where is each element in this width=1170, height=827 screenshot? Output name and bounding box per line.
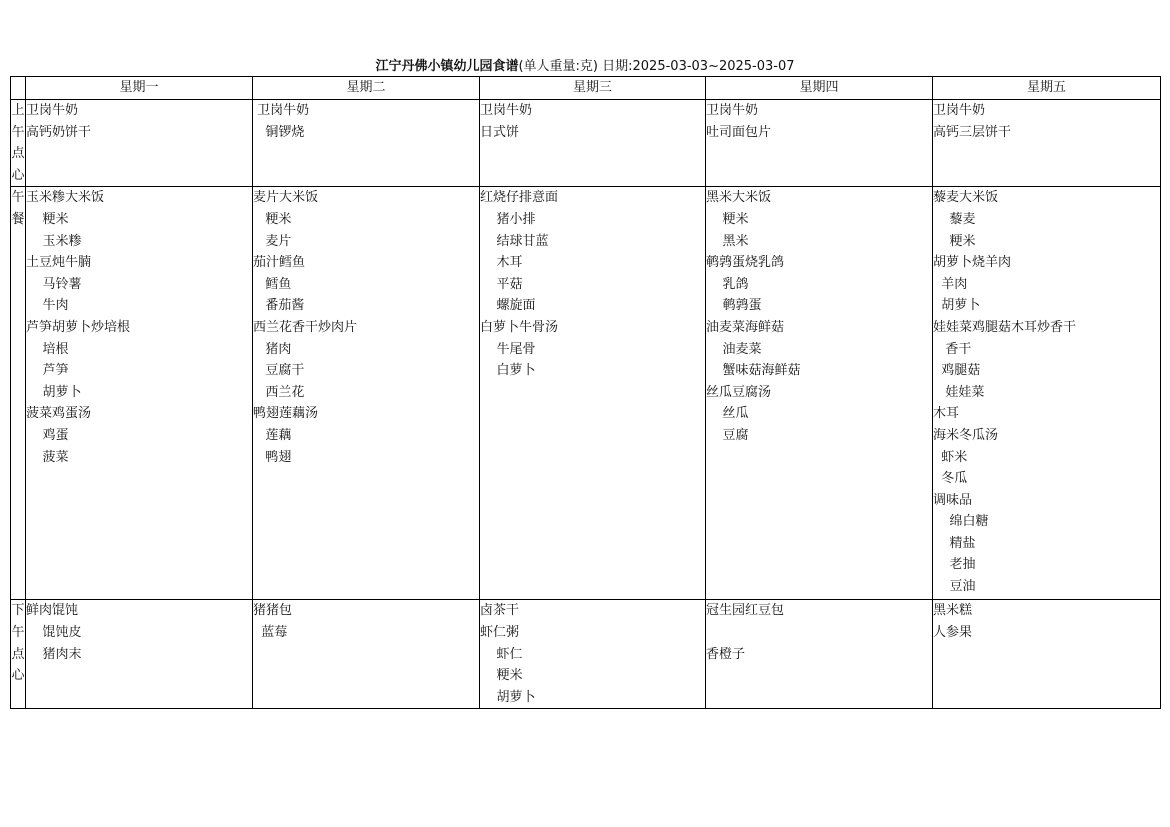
menu-item: 藜麦 bbox=[933, 211, 976, 227]
menu-item: 玉米糁 bbox=[26, 233, 82, 249]
menu-cell-thursday bbox=[706, 100, 933, 187]
menu-item: 胡萝卜 bbox=[480, 689, 536, 705]
menu-item: 卫岗牛奶 bbox=[706, 103, 759, 118]
menu-title-school: 江宁丹佛小镇幼儿园食谱 bbox=[375, 59, 519, 74]
menu-item: 鸭翅 bbox=[253, 449, 292, 465]
menu-item: 丝瓜 bbox=[706, 406, 749, 422]
menu-item: 猪肉末 bbox=[26, 646, 82, 662]
menu-item: 黑米大米饭 bbox=[706, 190, 772, 206]
weekly-menu-table bbox=[10, 76, 1161, 709]
menu-item: 娃娃菜 bbox=[933, 384, 985, 400]
menu-item: 茄汁鳕鱼 bbox=[253, 255, 306, 271]
menu-item: 牛肉 bbox=[26, 298, 69, 314]
menu-item: 红烧仔排意面 bbox=[480, 190, 559, 206]
menu-item: 豆油 bbox=[933, 579, 976, 595]
menu-cell-friday bbox=[933, 600, 1161, 709]
menu-item bbox=[706, 622, 932, 644]
menu-cell-thursday bbox=[706, 600, 933, 709]
menu-item: 卤茶干 bbox=[480, 603, 520, 619]
menu-item: 粳米 bbox=[933, 233, 976, 249]
menu-item: 黑米糕 bbox=[933, 603, 973, 619]
menu-item: 粳米 bbox=[480, 668, 523, 684]
menu-item: 豆腐 bbox=[706, 427, 749, 443]
meal-row-lunch bbox=[11, 187, 1161, 600]
day-header-thursday: 星期四 bbox=[706, 77, 933, 100]
menu-item: 培根 bbox=[26, 341, 69, 357]
menu-item: 粳米 bbox=[253, 211, 292, 227]
menu-item: 麦片大米饭 bbox=[253, 190, 319, 206]
menu-item: 虾仁 bbox=[480, 646, 523, 662]
menu-item: 马铃薯 bbox=[26, 276, 82, 292]
menu-item: 粳米 bbox=[26, 211, 69, 227]
menu-item: 藜麦大米饭 bbox=[933, 190, 999, 206]
menu-item: 卫岗牛奶 bbox=[253, 103, 310, 118]
meal-row-morning-snack bbox=[11, 100, 1161, 187]
menu-cell-monday bbox=[26, 187, 253, 600]
menu-item: 莲藕 bbox=[253, 427, 292, 443]
day-header-monday: 星期一 bbox=[26, 77, 253, 100]
menu-item: 猪小排 bbox=[480, 211, 536, 227]
menu-item: 鳕鱼 bbox=[253, 276, 292, 292]
menu-item: 玉米糁大米饭 bbox=[26, 190, 105, 206]
menu-title bbox=[0, 58, 1170, 76]
menu-item: 白萝卜牛骨汤 bbox=[480, 319, 559, 335]
menu-item: 番茄酱 bbox=[253, 298, 305, 314]
menu-item: 芦笋 bbox=[26, 363, 69, 379]
menu-item: 冬瓜 bbox=[933, 471, 968, 487]
meal-label-char: 下 bbox=[11, 603, 25, 619]
menu-item: 羊肉 bbox=[933, 276, 968, 292]
meal-label-afternoon-snack bbox=[11, 600, 26, 709]
menu-item: 卫岗牛奶 bbox=[933, 103, 986, 118]
menu-item: 香橙子 bbox=[706, 646, 746, 662]
menu-item: 白萝卜 bbox=[480, 363, 536, 379]
menu-cell-thursday bbox=[706, 187, 933, 600]
corner-cell bbox=[11, 77, 26, 100]
menu-item: 乳鸽 bbox=[706, 276, 749, 292]
menu-item: 绵白糖 bbox=[933, 514, 989, 530]
menu-cell-tuesday bbox=[253, 100, 480, 187]
menu-item: 牛尾骨 bbox=[480, 341, 536, 357]
meal-label-char: 点 bbox=[11, 646, 25, 662]
menu-item: 卫岗牛奶 bbox=[26, 103, 79, 118]
menu-item: 娃娃菜鸡腿菇木耳炒香干 bbox=[933, 319, 1077, 335]
menu-item: 结球甘蓝 bbox=[480, 233, 549, 249]
day-header-tuesday: 星期二 bbox=[253, 77, 480, 100]
menu-item: 黑米 bbox=[706, 233, 749, 249]
menu-item: 芦笋胡萝卜炒培根 bbox=[26, 319, 131, 335]
menu-cell-monday bbox=[26, 100, 253, 187]
menu-item: 麦片 bbox=[253, 233, 292, 249]
menu-item: 冠生园红豆包 bbox=[706, 603, 785, 619]
meal-label-morning-snack bbox=[11, 100, 26, 187]
menu-item: 海米冬瓜汤 bbox=[933, 427, 999, 443]
meal-row-afternoon-snack bbox=[11, 600, 1161, 709]
menu-item: 人参果 bbox=[933, 624, 973, 640]
menu-item: 土豆炖牛腩 bbox=[26, 255, 92, 271]
menu-item: 猪猪包 bbox=[253, 603, 293, 619]
meal-label-char: 心 bbox=[11, 668, 25, 684]
meal-label-char: 上 bbox=[11, 103, 25, 118]
menu-item: 吐司面包片 bbox=[706, 124, 772, 140]
meal-label-char: 午 bbox=[11, 124, 25, 140]
menu-item: 粳米 bbox=[706, 211, 749, 227]
menu-item: 菠菜 bbox=[26, 449, 69, 465]
menu-item: 蟹味菇海鲜菇 bbox=[706, 363, 801, 379]
menu-item: 猪肉 bbox=[253, 341, 292, 357]
menu-item: 平菇 bbox=[480, 276, 523, 292]
menu-item: 木耳 bbox=[480, 255, 523, 271]
menu-item: 木耳 bbox=[933, 406, 960, 422]
menu-cell-monday bbox=[26, 600, 253, 709]
menu-item: 菠菜鸡蛋汤 bbox=[26, 406, 92, 422]
menu-item: 高钙三层饼干 bbox=[933, 124, 1012, 140]
menu-cell-tuesday bbox=[253, 187, 480, 600]
menu-item: 虾米 bbox=[933, 449, 968, 465]
meal-label-lunch bbox=[11, 187, 26, 600]
menu-cell-friday bbox=[933, 187, 1161, 600]
day-header-wednesday: 星期三 bbox=[480, 77, 706, 100]
menu-item: 虾仁粥 bbox=[480, 624, 520, 640]
day-header-friday: 星期五 bbox=[933, 77, 1161, 100]
meal-label-char: 午 bbox=[11, 190, 25, 206]
meal-label-char: 午 bbox=[11, 624, 25, 640]
menu-item: 螺旋面 bbox=[480, 298, 536, 314]
menu-item: 老抽 bbox=[933, 557, 976, 573]
menu-item: 卫岗牛奶 bbox=[480, 103, 533, 118]
meal-label-char: 餐 bbox=[11, 211, 25, 227]
menu-item: 鹌鹑蛋 bbox=[706, 298, 762, 314]
menu-item: 日式饼 bbox=[480, 124, 520, 140]
menu-item: 高钙奶饼干 bbox=[26, 124, 92, 140]
menu-item: 香干 bbox=[933, 341, 972, 357]
menu-cell-tuesday bbox=[253, 600, 480, 709]
menu-item: 油麦菜 bbox=[706, 341, 762, 357]
meal-label-char: 心 bbox=[11, 167, 25, 183]
menu-item: 精盐 bbox=[933, 535, 976, 551]
menu-item: 鹌鹑蛋烧乳鸽 bbox=[706, 255, 785, 271]
menu-item: 西兰花 bbox=[253, 384, 305, 400]
menu-item: 鸭翅莲藕汤 bbox=[253, 406, 319, 422]
menu-cell-wednesday bbox=[480, 100, 706, 187]
menu-item: 蓝莓 bbox=[253, 624, 288, 640]
menu-item: 西兰花香干炒肉片 bbox=[253, 319, 358, 335]
menu-item: 油麦菜海鲜菇 bbox=[706, 319, 785, 335]
menu-item: 鸡腿菇 bbox=[933, 363, 981, 379]
menu-item: 胡萝卜烧羊肉 bbox=[933, 255, 1012, 271]
menu-item: 鸡蛋 bbox=[26, 427, 69, 443]
menu-cell-wednesday bbox=[480, 187, 706, 600]
header-row bbox=[11, 77, 1161, 100]
menu-cell-wednesday bbox=[480, 600, 706, 709]
menu-item: 鲜肉馄饨 bbox=[26, 603, 79, 619]
menu-item: 馄饨皮 bbox=[26, 624, 82, 640]
menu-item: 铜锣烧 bbox=[253, 124, 305, 140]
menu-item: 调味品 bbox=[933, 492, 973, 508]
menu-title-date: (单人重量:克) 日期:2025-03-03~2025-03-07 bbox=[518, 59, 795, 74]
menu-item: 胡萝卜 bbox=[26, 384, 82, 400]
meal-label-char: 点 bbox=[11, 146, 25, 162]
menu-item: 丝瓜豆腐汤 bbox=[706, 384, 772, 400]
menu-item: 豆腐干 bbox=[253, 363, 305, 379]
menu-item: 胡萝卜 bbox=[933, 298, 981, 314]
menu-cell-friday bbox=[933, 100, 1161, 187]
